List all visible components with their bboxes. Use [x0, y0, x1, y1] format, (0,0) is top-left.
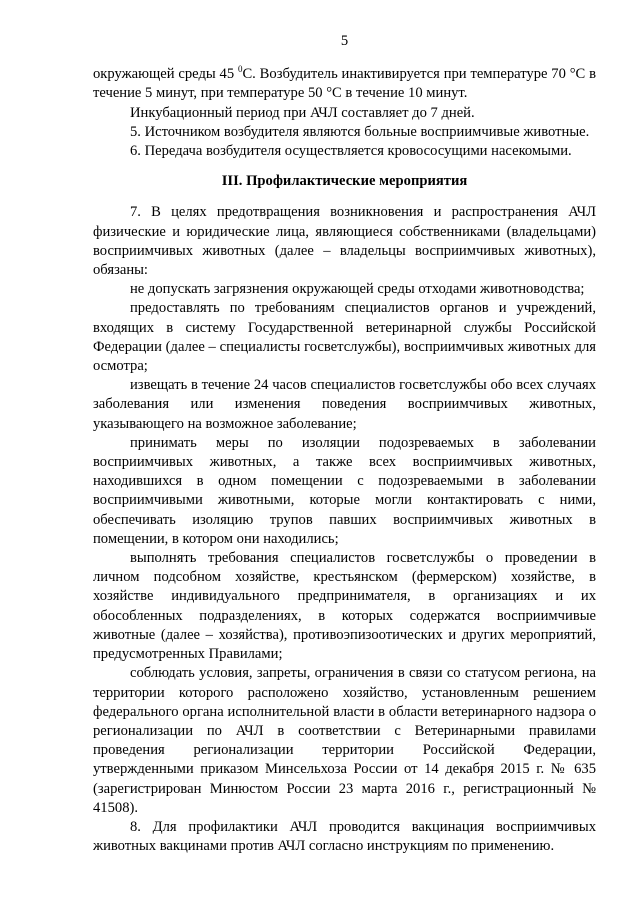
paragraph-pollution: не допускать загрязнения окружающей среды отходами животноводства; — [130, 281, 585, 298]
paragraph-temperature-start: окружающей среды 45 — [93, 66, 238, 83]
paragraph-regionalization: соблюдать условия, запреты, ограничения в связи со статусом региона, на территории которого расположено хозяйство, установленным решением федерального органа исполнительной власти в области ветеринарного надзора о регионализации по АЧЛ в соответствии с Ветеринарными правилами проведения регионализации территории Российской Федерации, утвержденными приказом Минсельхоза России от 14 декабря 2015 г. № 635 (зарегистрирован Минюстом России 23 марта 2016 г., регистрационный № 41508). — [93, 665, 596, 816]
page-number: 5 — [340, 33, 349, 49]
document-page — [93, 32, 596, 856]
paragraph-notify: извещать в течение 24 часов специалистов госветслужбы обо всех случаях заболевания или изменения поведения восприимчивых животных, указывающего на возможное заболевание; — [93, 377, 596, 432]
paragraph-incubation: Инкубационный период при АЧЛ составляет до 7 дней. — [130, 104, 475, 121]
paragraph-item-8: 8. Для профилактики АЧЛ проводится вакцинация восприимчивых животных вакцинами против АЧЛ согласно инструкциям по применению. — [93, 818, 596, 855]
paragraph-temperature — [93, 65, 596, 103]
paragraph-provide-animals: предоставлять по требованиям специалистов органов и учреждений, входящих в систему Государственной ветеринарной службы Российской Федерации (далее – специалисты госветслужбы), восприимчивых животных для осмотра; — [93, 300, 596, 375]
degree-superscript: 0 — [237, 64, 243, 75]
section-heading: III. Профилактические мероприятия — [221, 173, 468, 190]
paragraph-item-6: 6. Передача возбудителя осуществляется кровососущими насекомыми. — [130, 143, 572, 160]
paragraph-item-7: 7. В целях предотвращения возникновения и распространения АЧЛ физические и юридические лица, являющиеся собственниками (владельцами) восприимчивых животных (далее – владельцы восприимчивых животных), обязаны: — [93, 204, 596, 279]
paragraph-temperature-end: С. Возбудитель инактивируется при температуре 70 °С в течение 5 минут, при температуре 50 °С в течение 10 минут. — [93, 66, 596, 102]
paragraph-item-5: 5. Источником возбудителя являются больные восприимчивые животные. — [130, 123, 590, 140]
paragraph-isolation: принимать меры по изоляции подозреваемых в заболевании восприимчивых животных, а также всех восприимчивых животных, находившихся в одном помещении с подозреваемыми в заболевании восприимчивыми животными, которые могли контактировать с ними, обеспечивать изоляцию трупов павших восприимчивых животных в помещении, в котором они находились; — [93, 434, 596, 547]
paragraph-requirements: выполнять требования специалистов госветслужбы о проведении в личном подсобном хозяйстве, крестьянском (фермерском) хозяйстве, в хозяйстве индивидуального предпринимателя, в организациях и их обособленных подразделениях, в которых содержатся восприимчивые животные (далее – хозяйства), противоэпизоотических и других мероприятий, предусмотренных Правилами; — [93, 550, 596, 663]
